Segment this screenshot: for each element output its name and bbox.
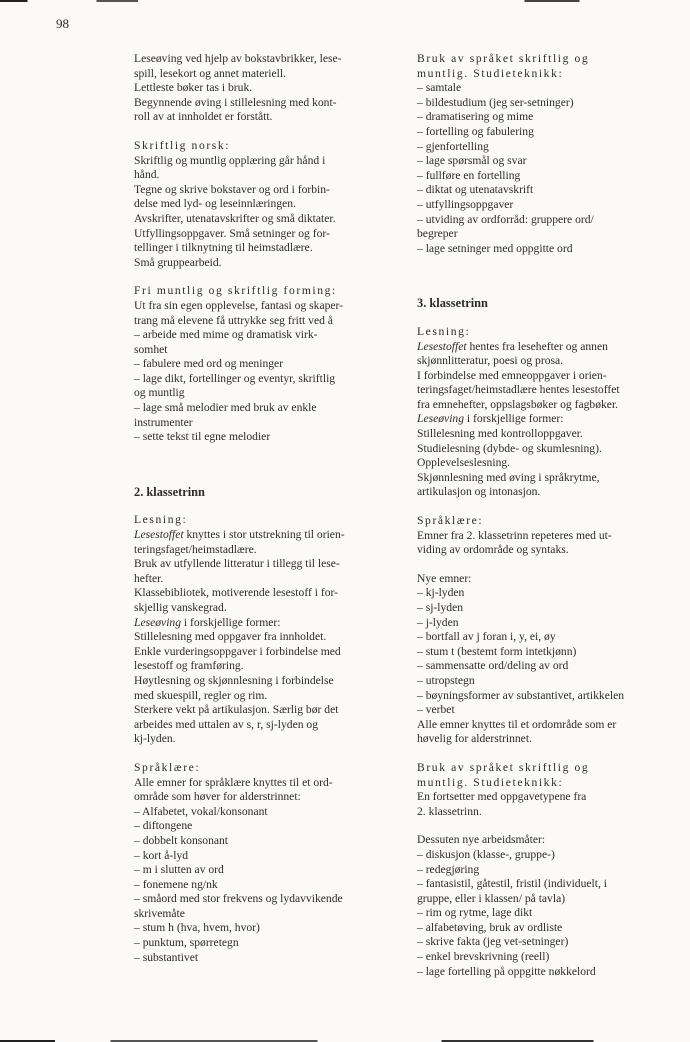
text-line: – utropstegn — [417, 673, 475, 687]
left-column — [134, 52, 390, 965]
text-line: roll av at innholdet er forstått. — [134, 110, 273, 124]
subsection-heading: Språklære: — [417, 514, 484, 528]
subsection-heading: Bruk av språket skriftlig og — [417, 760, 590, 774]
text-line: spill, lesekort og annet materiell. — [134, 66, 286, 80]
page-number: 98 — [56, 16, 69, 31]
text-line: – fortelling og fabulering — [417, 124, 534, 138]
text-line: – j-lyden — [417, 615, 459, 629]
text-line: arbeides med uttalen av s, r, sj-lyden og — [134, 717, 319, 731]
text-line: Lettleste bøker tas i bruk. — [134, 81, 253, 95]
text-line: og muntlig — [134, 386, 185, 400]
text-line: trang må elevene få uttrykke seg fritt ved å — [134, 313, 333, 327]
text-line: Alle emner for språklære knyttes til et ord- — [134, 775, 333, 789]
text-line: – gjenfortelling — [417, 139, 489, 153]
right-block — [417, 833, 679, 979]
subsection-heading: Fri muntlig og skriftlig forming: — [134, 284, 337, 298]
text-line: – redegjøring — [417, 862, 480, 876]
text-line: – sammensatte ord/deling av ord — [417, 659, 569, 673]
right-block — [417, 325, 679, 500]
left-block — [134, 52, 390, 125]
text-line: teringsfaget/heimstadlære. — [134, 542, 257, 556]
text-line: – diftongene — [134, 819, 193, 833]
text-line: – fullføre en fortelling — [417, 168, 521, 182]
text-line: – m i slutten av ord — [134, 863, 224, 877]
text-line: – sette tekst til egne melodier — [134, 430, 271, 444]
text-line: – lage setninger med oppgitte ord — [417, 241, 573, 255]
text-line: – enkel brevskrivning (reell) — [417, 950, 550, 964]
text-line: Leseøving i forskjellige former: — [134, 615, 281, 629]
text-line: – småord med stor frekvens og lydavvikende — [134, 892, 343, 906]
text-line: – dramatisering og mime — [417, 110, 534, 124]
text-line: – dobbelt konsonant — [134, 833, 229, 847]
text-line: kj-lyden. — [134, 732, 176, 746]
text-line: – diskusjon (klasse-, gruppe-) — [417, 847, 555, 861]
text-line: Små gruppearbeid. — [134, 255, 222, 269]
text-line: Stillelesning med kontrolloppgaver. — [417, 427, 583, 441]
page-top-edge — [0, 0, 690, 2]
right-column — [417, 52, 679, 979]
text-line: Leseøving i forskjellige former: — [417, 412, 564, 426]
text-line: delse med lyd- og leseinnlæringen. — [134, 197, 296, 211]
text-line: – Alfabetet, vokal/konsonant — [134, 804, 268, 818]
text-line: Nye emner: — [417, 571, 472, 585]
section-heading: 2. klassetrinn — [134, 484, 205, 499]
text-line: – rim og rytme, lage dikt — [417, 906, 533, 920]
text-line: artikulasjon og intonasjon. — [417, 485, 541, 499]
text-line: Emner fra 2. klassetrinn repeteres med ut- — [417, 528, 612, 542]
text-line: – lage fortelling på oppgitte nøkkelord — [417, 964, 596, 978]
text-line: Begynnende øving i stillelesning med kont- — [134, 95, 337, 109]
text-line: teringsfaget/heimstadlære hentes lesestoffet — [417, 383, 620, 397]
left-block — [134, 761, 390, 965]
text-line: Dessuten nye arbeidsmåter: — [417, 833, 546, 847]
text-line: fra emnehefter, oppslagsbøker og fagbøker. — [417, 397, 619, 411]
subsection-heading: Lesning: — [417, 324, 471, 338]
text-line: – punktum, spørretegn — [134, 936, 239, 950]
text-line: Høytlesning og skjønnlesning i forbindelse — [134, 673, 334, 687]
text-line: Sterkere vekt på artikulasjon. Særlig bør det — [134, 703, 339, 717]
text-line: – substantivet — [134, 950, 199, 964]
italic-term: Lesestoffet — [134, 528, 184, 542]
text-line: – arbeide med mime og dramatisk virk- — [134, 328, 318, 342]
text-line: område som høver for alderstrinnet: — [134, 790, 301, 804]
text-line: Klassebibliotek, motiverende lesestoff i for- — [134, 586, 338, 600]
text-line: I forbindelse med emneoppgaver i orien- — [417, 368, 607, 382]
text-line: hånd. — [134, 168, 160, 182]
left-block — [134, 139, 390, 270]
text-line: Lesestoffet hentes fra lesehefter og annen — [417, 339, 608, 353]
text-line: – stum h (hva, hvem, hvor) — [134, 921, 260, 935]
subsection-heading: Lesning: — [134, 513, 188, 527]
text-line: – diktat og utenatavskrift — [417, 183, 534, 197]
text-line: skjellig vanskegrad. — [134, 601, 227, 614]
text-line: – utfyllingsoppgaver — [417, 197, 514, 211]
text-line: En fortsetter med oppgavetypene fra — [417, 790, 587, 804]
text-line: Enkle vurderingsoppgaver i forbindelse med — [134, 644, 341, 658]
right-block — [417, 572, 679, 747]
text-line: – stum t (bestemt form intetkjønn) — [417, 644, 577, 658]
text-line: – utvidіng av ordforråd: gruppere ord/ — [417, 212, 594, 226]
italic-term: Lesestoffet — [417, 339, 467, 353]
text-line: – lage spørsmål og svar — [417, 154, 527, 168]
text-line: – fonemene ng/nk — [134, 877, 218, 891]
text-line: Stillelesning med oppgaver fra innholdet. — [134, 630, 327, 644]
italic-term: Leseøving — [417, 412, 465, 426]
text-line: instrumenter — [134, 415, 193, 429]
text-line: – skrive fakta (jeg vet-setninger) — [417, 935, 569, 949]
section-heading: 3. klassetrinn — [417, 296, 488, 311]
text-line: – lage dikt, fortellinger og eventyr, skriftlig — [134, 371, 336, 385]
text-line: – bøyningsformer av substantivet, artikkelen — [417, 688, 625, 702]
text-line: Utfyllingsoppgaver. Små setninger og for- — [134, 226, 330, 240]
right-block — [417, 296, 679, 311]
text-line: skjønnlitteratur, poesi og prosa. — [417, 354, 564, 368]
text-line: somhet — [134, 342, 168, 356]
text-line: lesestoff og framføring. — [134, 659, 244, 673]
text-line: Leseøving ved hjelp av bokstavbrikker, lese- — [134, 52, 342, 65]
subsection-heading: muntlig. Studieteknikk: — [417, 66, 564, 80]
text-line: Opplevelseslesning. — [417, 456, 511, 470]
text-line: – verbet — [417, 703, 455, 717]
text-line: gruppe, eller i klassen/ på tavla) — [417, 891, 566, 905]
left-block — [134, 513, 390, 747]
text-line: med skuespill, regler og rim. — [134, 688, 268, 702]
subsection-heading: muntlig. Studieteknikk: — [417, 775, 564, 789]
text-line: – kort å-lyd — [134, 848, 189, 862]
text-line: – lage små melodier med bruk av enkle — [134, 401, 317, 415]
text-line: Avskrifter, utenatavskrifter og små diktater. — [134, 211, 336, 225]
right-block — [417, 52, 679, 256]
text-line: viding av ordområde og syntaks. — [417, 543, 569, 557]
text-line: Alle emner knyttes til et ordområde som er — [417, 717, 617, 731]
text-line: – fabulere med ord og meninger — [134, 357, 284, 371]
text-line: Studielesning (dybde- og skumlesning). — [417, 441, 602, 455]
subsection-heading: Språklære: — [134, 760, 201, 774]
text-line: – alfabetøving, bruk av ordliste — [417, 920, 563, 934]
text-line: høvelig for alderstrinnet. — [417, 732, 532, 746]
text-line: 2. klassetrinn. — [417, 804, 482, 818]
text-line: Ut fra sin egen opplevelse, fantasi og skaper- — [134, 298, 344, 312]
text-line: – samtale — [417, 81, 462, 95]
text-line: – fantasistil, gåtestil, fristil (individuelt, i — [417, 877, 607, 891]
text-line: begreper — [417, 227, 458, 241]
left-block — [134, 284, 390, 445]
italic-term: Leseøving — [134, 615, 182, 629]
text-line: – kj-lyden — [417, 586, 465, 600]
subsection-heading: Bruk av språket skriftlig og — [417, 52, 590, 65]
left-block — [134, 485, 390, 500]
text-line: Skriftlig og muntlig opplæring går hånd i — [134, 153, 326, 167]
text-line: Lesestoffet knyttes i stor utstrekning til orien- — [134, 528, 345, 542]
text-line: Tegne og skrive bokstaver og ord i forbin- — [134, 182, 330, 196]
text-line: skrivemåte — [134, 906, 185, 920]
text-line: Bruk av utfyllende litteratur i tillegg til lese- — [134, 557, 340, 571]
text-line: Skjønnlesning med øving i språkrytme, — [417, 470, 600, 484]
text-line: tellinger i tilknytning til heimstadlære. — [134, 241, 313, 255]
right-block — [417, 514, 679, 558]
text-line: – bildestudium (jeg ser-setninger) — [417, 95, 574, 109]
text-line: – bortfall av j foran i, y, ei, øy — [417, 630, 556, 644]
right-block — [417, 761, 679, 819]
subsection-heading: Skriftlig norsk: — [134, 138, 231, 152]
text-line: – sj-lyden — [417, 601, 464, 614]
text-line: hefter. — [134, 571, 164, 585]
